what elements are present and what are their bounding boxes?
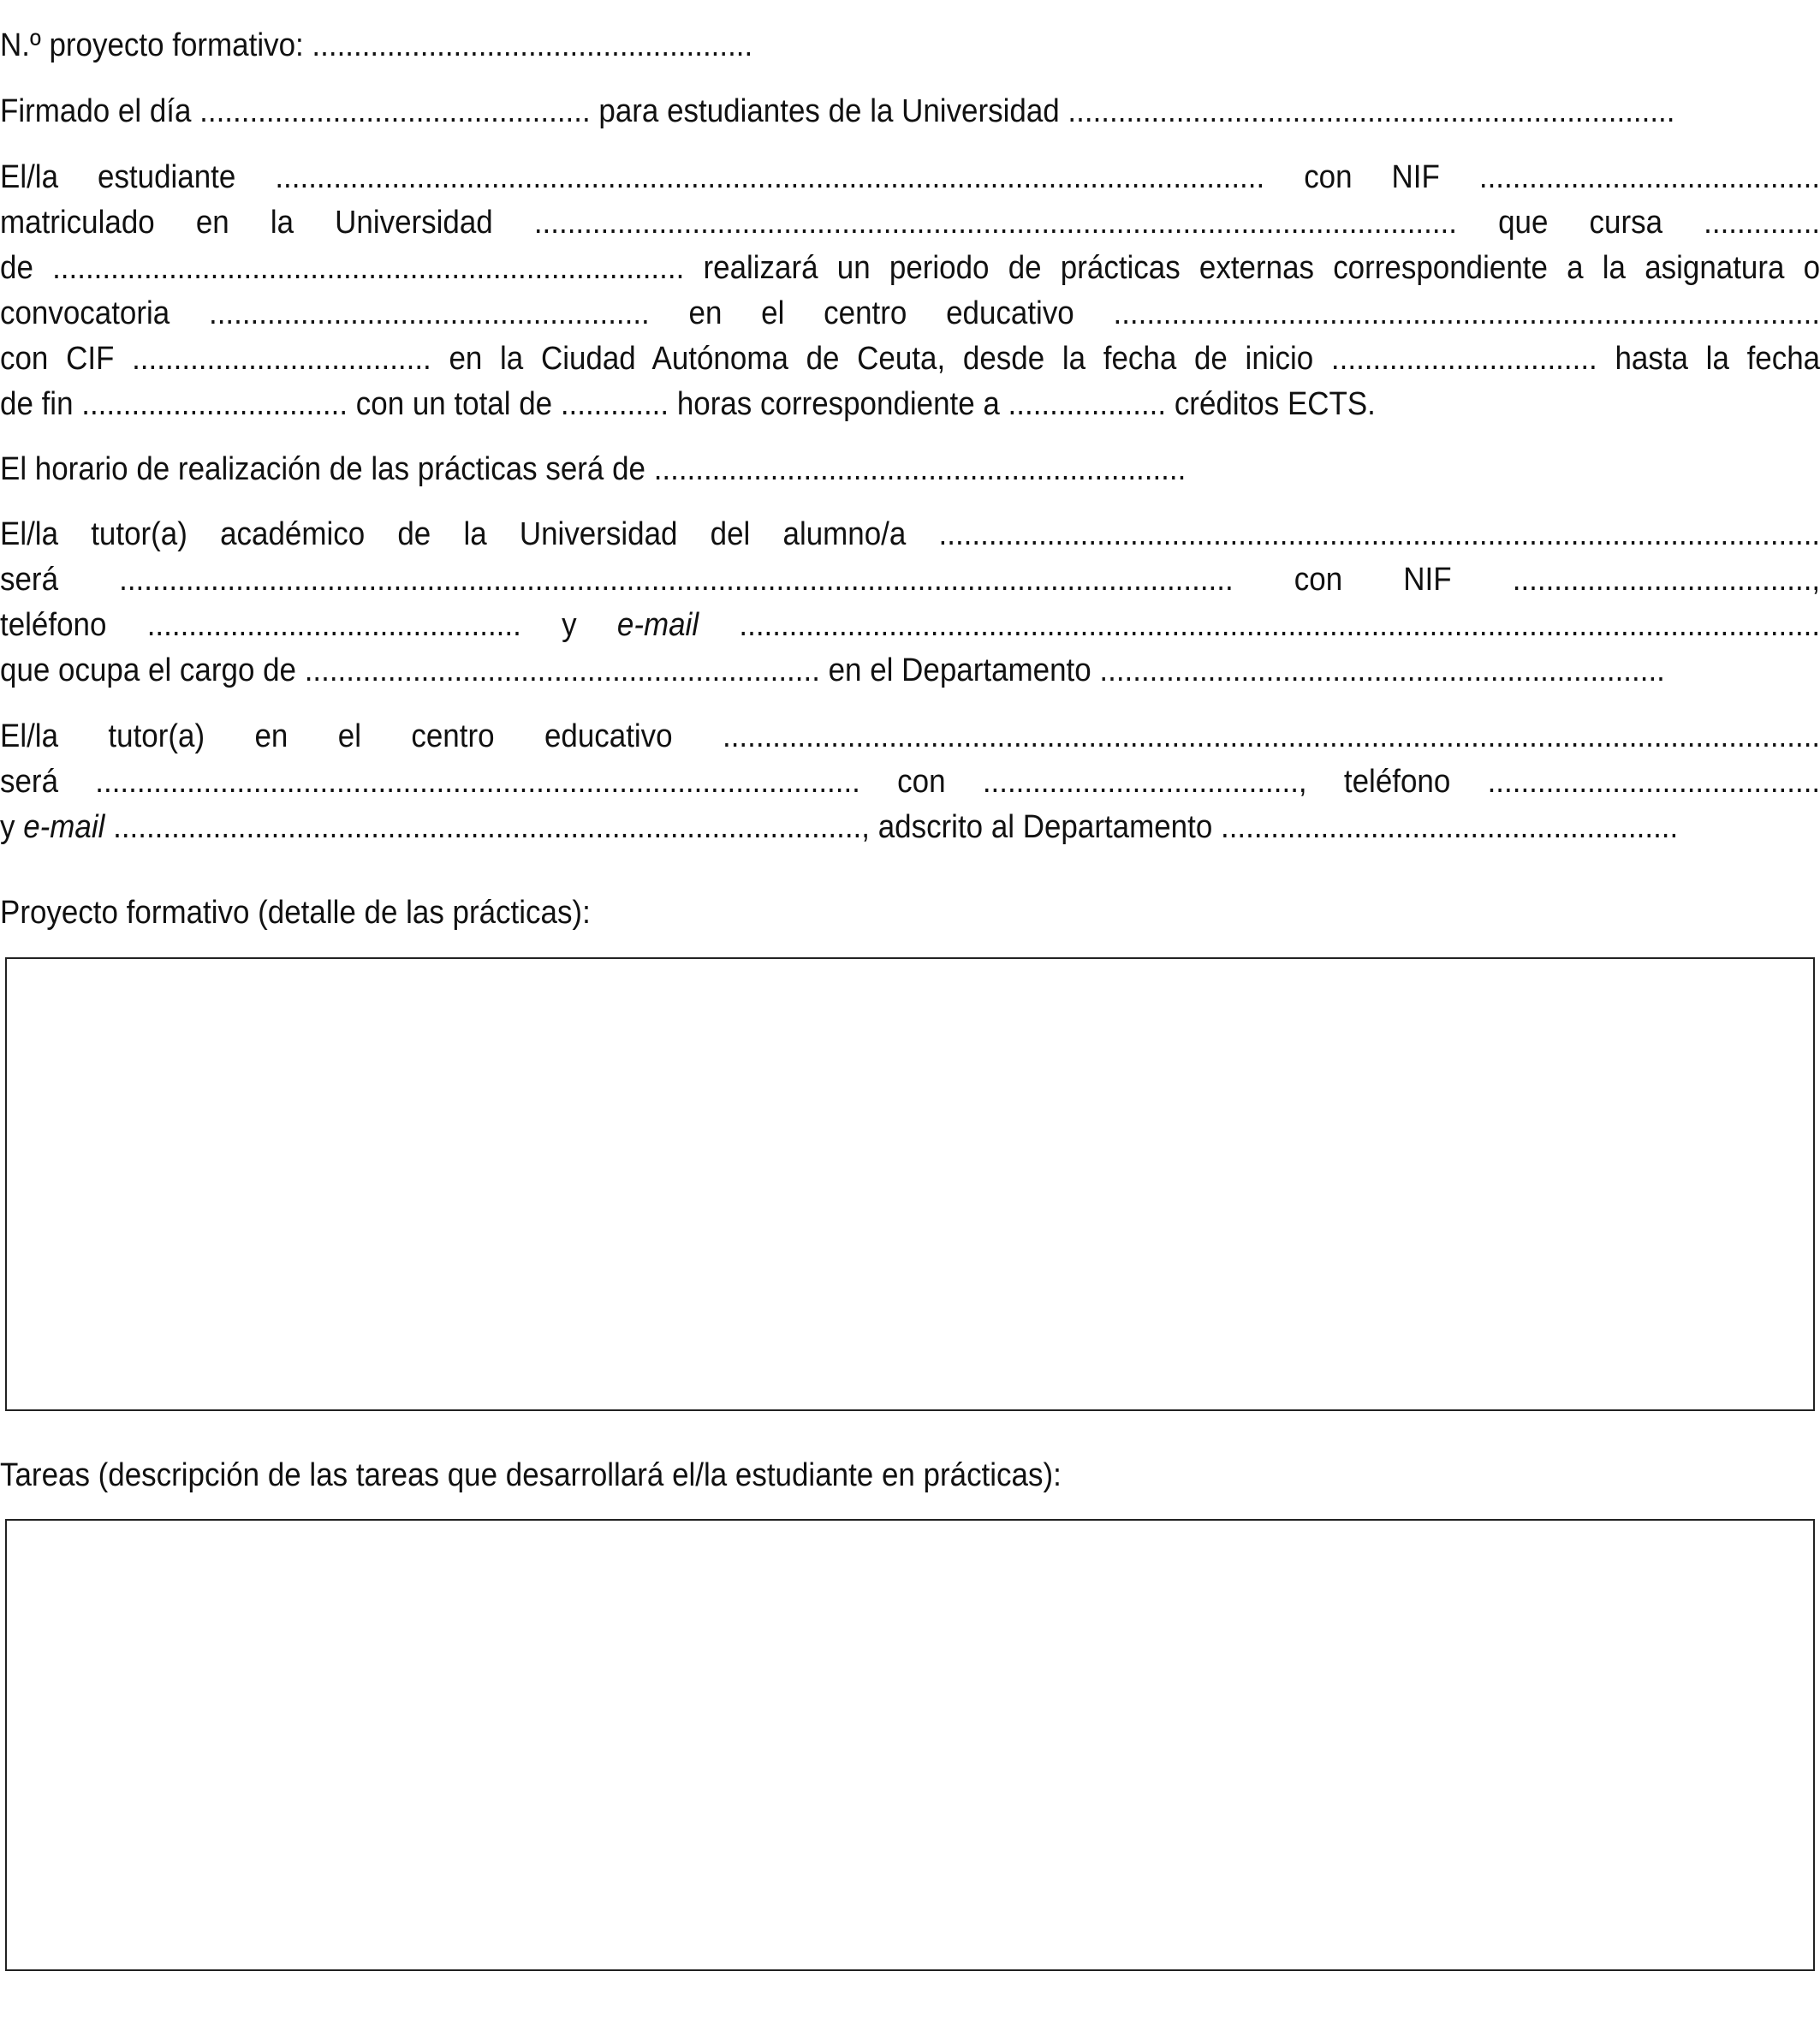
student-line-4: convocatoria ..................................................... en el centro educativo ..................................................................................... xyxy=(0,295,1820,331)
center-tutor-email-dots: .........................................................................................., adscrito al Departamento ....................................................... xyxy=(104,809,1679,845)
tasks-label: Tareas (descripción de las tareas que desarrollará el/la estudiante en prácticas): xyxy=(0,1457,1062,1493)
center-tutor-line-3 xyxy=(0,805,1820,849)
center-tutor-y-text: y xyxy=(0,809,24,845)
project-detail-label: Proyecto formativo (detalle de las prácticas): xyxy=(0,895,591,931)
student-line-2: matriculado en la Universidad ............................................................................................................... que cursa .............. xyxy=(0,205,1820,241)
academic-tutor-line-1: El/la tutor(a) académico de la Universidad del alumno/a .......................................................................................................... xyxy=(0,516,1820,552)
academic-tutor-line-4: que ocupa el cargo de .............................................................. en el Departamento .................................................................... xyxy=(0,652,1665,688)
signed-date-line: Firmado el día ............................................... para estudiantes de la Universidad ......................................................................... xyxy=(0,93,1675,129)
student-line-5: con CIF .................................... en la Ciudad Autónoma de Ceuta, desde la fecha de inicio ................................ hasta la fecha xyxy=(0,341,1820,377)
academic-tutor-line-2: será ...................................................................................................................................... con NIF ...................................., xyxy=(0,562,1820,598)
tasks-box[interactable] xyxy=(5,1519,1815,1971)
academic-tutor-email-label: e-mail xyxy=(616,607,699,643)
schedule-line: El horario de realización de las prácticas será de ................................................................ xyxy=(0,451,1187,487)
academic-tutor-email-dots: .................................................................................................................................. xyxy=(699,607,1820,643)
student-line-6: de fin ................................ con un total de ............. horas correspondiente a ................... créditos ECTS. xyxy=(0,386,1376,422)
center-tutor-email-label: e-mail xyxy=(23,809,105,845)
academic-tutor-phone-text: teléfono ............................................. y xyxy=(0,607,617,643)
academic-tutor-line-3 xyxy=(0,603,1820,647)
project-detail-box[interactable] xyxy=(5,957,1815,1411)
project-number-line: N.º proyecto formativo: ..................................................... xyxy=(0,27,753,63)
center-tutor-line-1: El/la tutor(a) en el centro educativo .................................................................................................................................... xyxy=(0,718,1820,754)
center-tutor-line-2: será ............................................................................................ con ......................................, teléfono ........................................ xyxy=(0,764,1820,800)
student-line-3: de ............................................................................ realizará un periodo de prácticas externas correspondiente a la asignatura o xyxy=(0,250,1820,286)
student-line-1: El/la estudiante ....................................................................................................................... con NIF ......................................... xyxy=(0,159,1820,195)
